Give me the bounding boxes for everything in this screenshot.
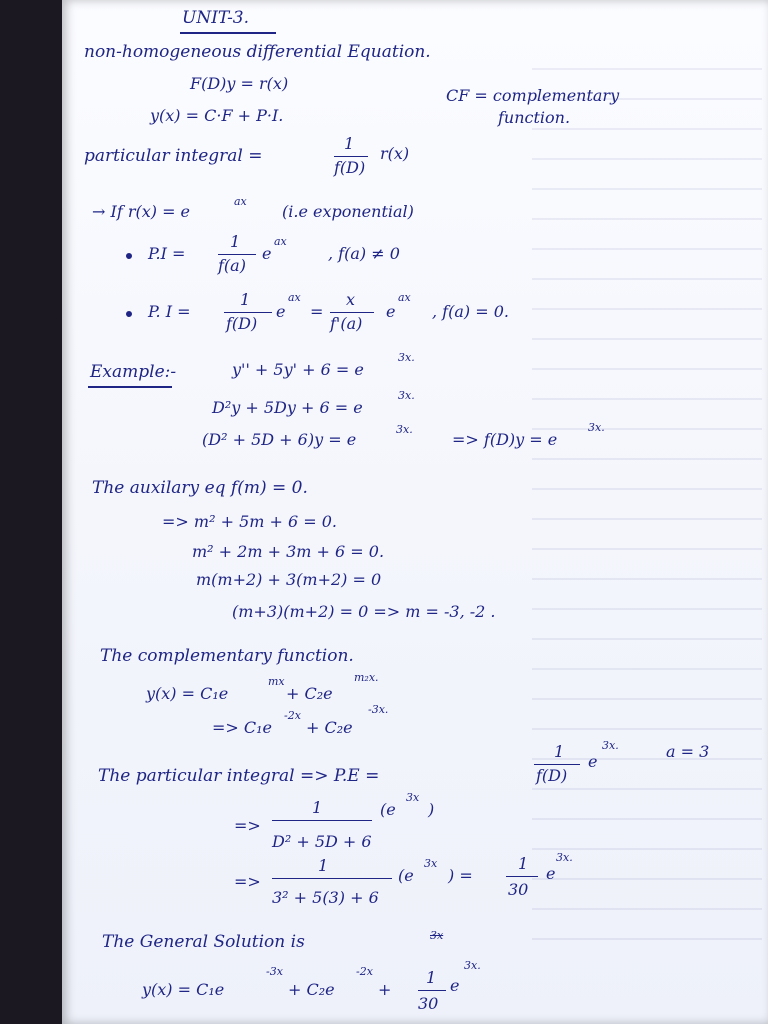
pi-definition-label: particular integral = <box>84 146 263 166</box>
cf-line1-b-sup: m₂x. <box>354 671 379 684</box>
aux-step-1: => m² + 5m + 6 = 0. <box>162 512 338 531</box>
pi-step1-arrow: => <box>234 816 261 835</box>
section-heading: non-homogeneous differential Equation. <box>84 42 431 62</box>
unit-title: UNIT-3. <box>182 8 250 28</box>
pi-step2-tail: (e <box>398 866 414 885</box>
cf-line1-a-sup: mx <box>268 675 285 688</box>
pi-step1-sup: 3x <box>406 791 420 804</box>
bullet-2-sup2: ax <box>398 291 411 304</box>
pi-step1-tail: (e <box>380 800 396 819</box>
bullet-1-cond: , f(a) ≠ 0 <box>328 244 400 263</box>
pi-step2-num: 1 <box>318 856 329 875</box>
example-line2: D²y + 5Dy + 6 = e <box>212 398 363 417</box>
bullet-2-e2: e <box>386 302 396 321</box>
example-line3-sup: 3x. <box>396 423 413 436</box>
bullet-2-sup: ax <box>288 291 301 304</box>
aux-title: The auxilary eq f(m) = 0. <box>92 478 308 498</box>
gs-line-c: + <box>378 980 392 999</box>
aux-step-4: (m+3)(m+2) = 0 => m = -3, -2 . <box>232 602 496 621</box>
bullet-1-num: 1 <box>230 232 241 251</box>
bullet-1-lhs: P.I = <box>148 244 186 263</box>
bullet-2-num: 1 <box>240 290 251 309</box>
gs-e: e <box>450 976 460 995</box>
bullet-2-cond: , f(a) = 0. <box>432 302 509 321</box>
notebook-page <box>62 0 768 1024</box>
bullet-2-eq: = <box>310 302 324 321</box>
pi-sup: 3x. <box>602 739 619 752</box>
aux-step-2: m² + 2m + 3m + 6 = 0. <box>192 542 385 561</box>
eq-yx: y(x) = C·F + P·I. <box>150 106 284 125</box>
example-label: Example:- <box>90 362 177 382</box>
gs-line-b: + C₂e <box>288 980 335 999</box>
cf-line1-b: + C₂e <box>286 684 333 703</box>
pi-title: The particular integral => P.E = <box>98 766 380 786</box>
cf-line2-a: => C₁e <box>212 718 273 737</box>
pi-e: e <box>588 752 598 771</box>
example-line3: (D² + 5D + 6)y = e <box>202 430 357 449</box>
case-if-note: (i.e exponential) <box>282 202 414 221</box>
example-line1: y'' + 5y' + 6 = e <box>232 360 364 379</box>
bleed-through-texture <box>532 40 762 940</box>
pi-definition-tail: r(x) <box>380 144 410 163</box>
bullet-2-dot <box>126 311 132 317</box>
cf-note-line2: function. <box>498 108 571 127</box>
example-line1-sup: 3x. <box>398 351 415 364</box>
pi-step2-result-e: e <box>546 864 556 883</box>
pi-step2-close: ) = <box>448 866 473 885</box>
fraction-bar <box>272 820 372 821</box>
bullet-2-lhs: P. I = <box>148 302 191 321</box>
pi-step1-den: D² + 5D + 6 <box>272 832 372 851</box>
gs-line-b-sup: -2x <box>356 965 373 978</box>
case-if-sup: ax <box>234 195 247 208</box>
pi-margin-note: a = 3 <box>666 742 710 761</box>
gs-crossed-out: 3x <box>430 929 444 942</box>
unit-underline <box>180 32 276 34</box>
pi-step2-sup: 3x <box>424 857 438 870</box>
case-if: → If r(x) = e <box>92 202 191 221</box>
bullet-2-e: e <box>276 302 286 321</box>
bullet-1-dot <box>126 253 132 259</box>
bullet-1-e: e <box>262 244 272 263</box>
cf-line2-b-sup: -3x. <box>368 703 389 716</box>
fraction-bar <box>272 878 392 879</box>
bullet-1-sup: ax <box>274 235 287 248</box>
bullet-2-num2: x <box>346 290 356 309</box>
cf-note-line1: CF = complementary <box>446 86 620 105</box>
pi-den: f(D) <box>536 766 568 785</box>
cf-line2-a-sup: -2x <box>284 709 301 722</box>
pi-definition-den: f(D) <box>334 158 366 177</box>
gs-title: The General Solution is <box>102 932 305 952</box>
example-line3b-sup: 3x. <box>588 421 605 434</box>
pi-num: 1 <box>554 742 565 761</box>
fraction-bar <box>418 990 446 991</box>
fraction-bar <box>506 876 538 877</box>
gs-den: 30 <box>418 994 439 1013</box>
pi-step2-result-sup: 3x. <box>556 851 573 864</box>
aux-step-3: m(m+2) + 3(m+2) = 0 <box>196 570 382 589</box>
pi-step2-arrow: => <box>234 872 261 891</box>
pi-step2-den: 3² + 5(3) + 6 <box>272 888 379 907</box>
pi-step2-result-num: 1 <box>518 854 529 873</box>
example-underline <box>88 386 172 388</box>
pi-definition-num: 1 <box>344 134 355 153</box>
gs-sup: 3x. <box>464 959 481 972</box>
gs-line-a: y(x) = C₁e <box>142 980 225 999</box>
cf-line1-a: y(x) = C₁e <box>146 684 229 703</box>
pi-step1-close: ) <box>428 800 435 819</box>
pi-step1-num: 1 <box>312 798 323 817</box>
example-line3b: => f(D)y = e <box>452 430 558 449</box>
gs-num: 1 <box>426 968 437 987</box>
cf-line2-b: + C₂e <box>306 718 353 737</box>
bullet-2-den: f(D) <box>226 314 258 333</box>
cf-title: The complementary function. <box>100 646 354 666</box>
eq-fdy: F(D)y = r(x) <box>190 74 289 93</box>
pi-step2-result-den: 30 <box>508 880 529 899</box>
example-line2-sup: 3x. <box>398 389 415 402</box>
bullet-1-den: f(a) <box>218 256 246 275</box>
bullet-2-den2: f'(a) <box>330 314 363 333</box>
gs-line-a-sup: -3x <box>266 965 283 978</box>
